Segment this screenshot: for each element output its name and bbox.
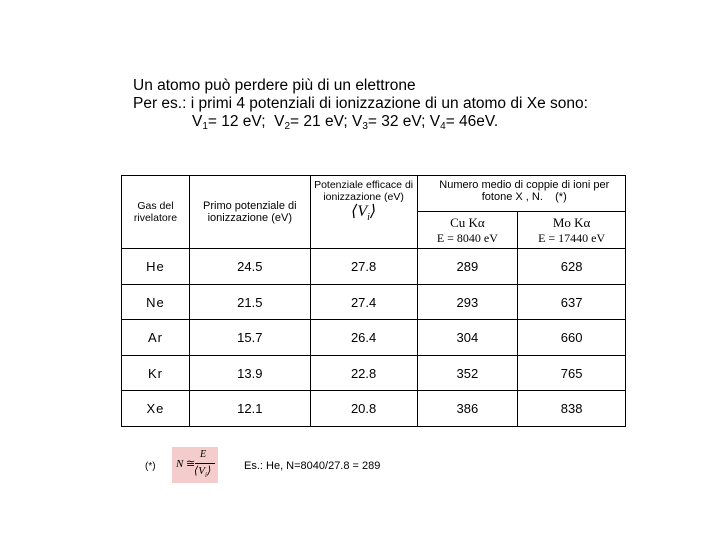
cell-efficace: 26.4 [310,320,417,356]
cell-cu: 289 [417,249,518,285]
table-row [122,249,626,285]
example-text: Es.: He, N=8040/27.8 = 289 [244,460,381,472]
table-row [122,391,626,427]
cell-mo: 660 [518,320,626,356]
table-row [122,320,626,356]
intro-line-3: $V_1= 12$ eV; $V_2= 21$ eV; $V_3= 32$ eV; $V_4= 46eV$. [192,113,499,132]
intro-line-1: Un atomo può perdere più di un elettrone [133,77,416,94]
intro-text [133,77,588,131]
cell-gas: Ar [122,320,190,356]
cell-gas: Kr [122,356,190,391]
cell-primo: 13.9 [189,356,310,391]
cell-efficace: 27.8 [310,249,417,285]
header-mo: Mo Kα E = 17440 eV [518,212,626,249]
formula-image: N ≅ E $⟨V_i⟩$ [172,447,218,483]
cell-efficace: 22.8 [310,356,417,391]
intro-line-2: Per es.: i primi 4 potenziali di ionizzazione di un atomo di Xe sono: [133,95,588,112]
cell-gas: He [122,249,190,285]
cell-gas: Xe [122,391,190,427]
cell-primo: 21.5 [189,285,310,320]
header-primo: Primo potenziale di ionizzazione (eV) [189,176,310,249]
ionization-table [121,175,626,427]
cell-cu: 293 [417,285,518,320]
header-gas: Gas del rivelatore [122,176,190,249]
header-numero: Numero medio di coppie di ioni per fotone X , N. (*) [417,176,625,212]
cell-efficace: 27.4 [310,285,417,320]
table-row [122,285,626,320]
cell-mo: 637 [518,285,626,320]
vi-symbol: $⟨V_i⟩$ [351,203,377,224]
cell-cu: 386 [417,391,518,427]
header-efficace: Potenziale efficace di ionizzazione (eV) $⟨V_i⟩$ [310,176,417,249]
cell-cu: 352 [417,356,518,391]
cell-mo: 838 [518,391,626,427]
cell-primo: 24.5 [189,249,310,285]
cell-primo: 12.1 [189,391,310,427]
cell-mo: 765 [518,356,626,391]
cell-primo: 15.7 [189,320,310,356]
cell-cu: 304 [417,320,518,356]
cell-efficace: 20.8 [310,391,417,427]
cell-gas: Ne [122,285,190,320]
table-row [122,356,626,391]
footnote-mark: (*) [145,461,156,472]
cell-mo: 628 [518,249,626,285]
header-cu: Cu Kα E = 8040 eV [417,212,518,249]
